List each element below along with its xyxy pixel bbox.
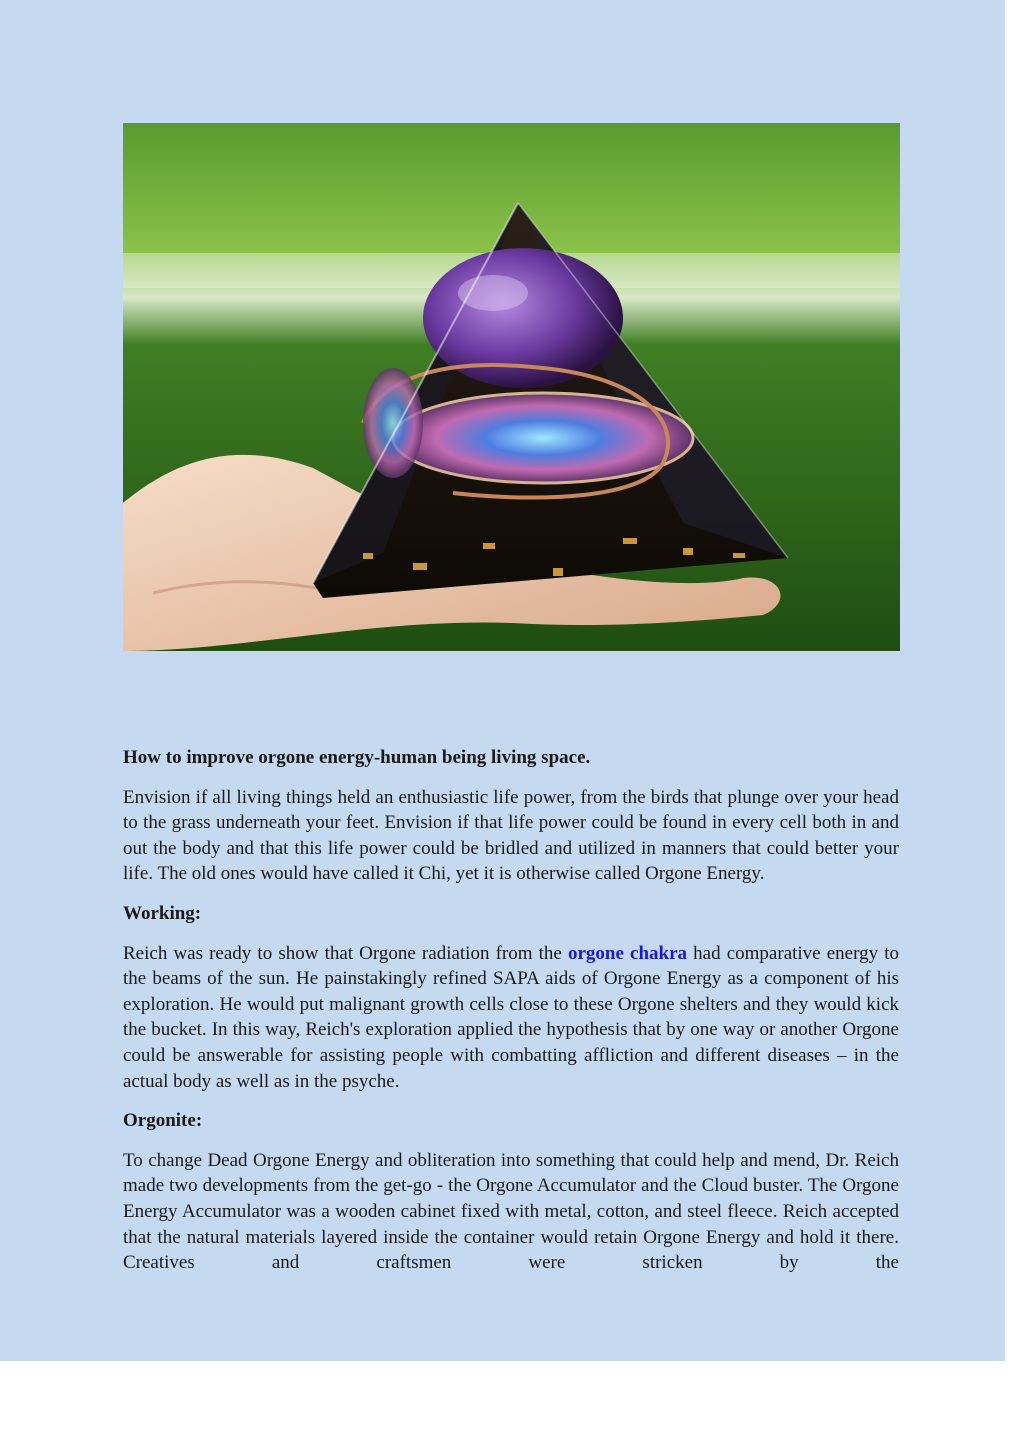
- working-paragraph: [123, 941, 899, 1095]
- article-content: [123, 745, 899, 1290]
- orgone-chakra-link[interactable]: orgone chakra: [567, 942, 688, 964]
- working-heading: Working:: [123, 902, 202, 924]
- pyramid-illustration: [123, 123, 900, 651]
- orgonite-paragraph: To change Dead Orgone Energy and obliteration into something that could help and mend, Dr. Reich made two developments from the get-go - the Orgone Accumulator and the Cloud buster. The Orgone Energy Accumulator was a wooden cabinet fixed with metal, cotton, and steel fleece. Reich accepted that the natural materials layered inside the container would retain Orgone Energy and hold it there. Creatives and craftsmen were stricken by the: [123, 1149, 899, 1274]
- intro-heading: How to improve orgone energy-human being living space.: [123, 747, 591, 768]
- orgone-pyramid-photo: [123, 123, 900, 651]
- working-text-before-link: Reich was ready to show that Orgone radiation from the: [123, 942, 568, 964]
- orgonite-heading: Orgonite:: [123, 1110, 203, 1132]
- intro-paragraph: Envision if all living things held an enthusiastic life power, from the birds that plunge over your head to the grass underneath your feet. Envision if that life power could be found in every cell both in and out the body and that this life power could be bridled and utilized in manners that could better your life. The old ones would have called it Chi, yet it is otherwise called Orgone Energy.: [123, 786, 899, 885]
- working-text-after-link: had comparative energy to the beams of the sun. He painstakingly refined SAPA aids of Orgone Energy as a component of his exploration. He would put malignant growth cells close to these Orgone shelters and they would kick the bucket. In this way, Reich's exploration applied the hypothesis that by one way or another Orgone could be answerable for assisting people with combatting affliction and different diseases – in the actual body as well as in the psyche.: [123, 942, 899, 1092]
